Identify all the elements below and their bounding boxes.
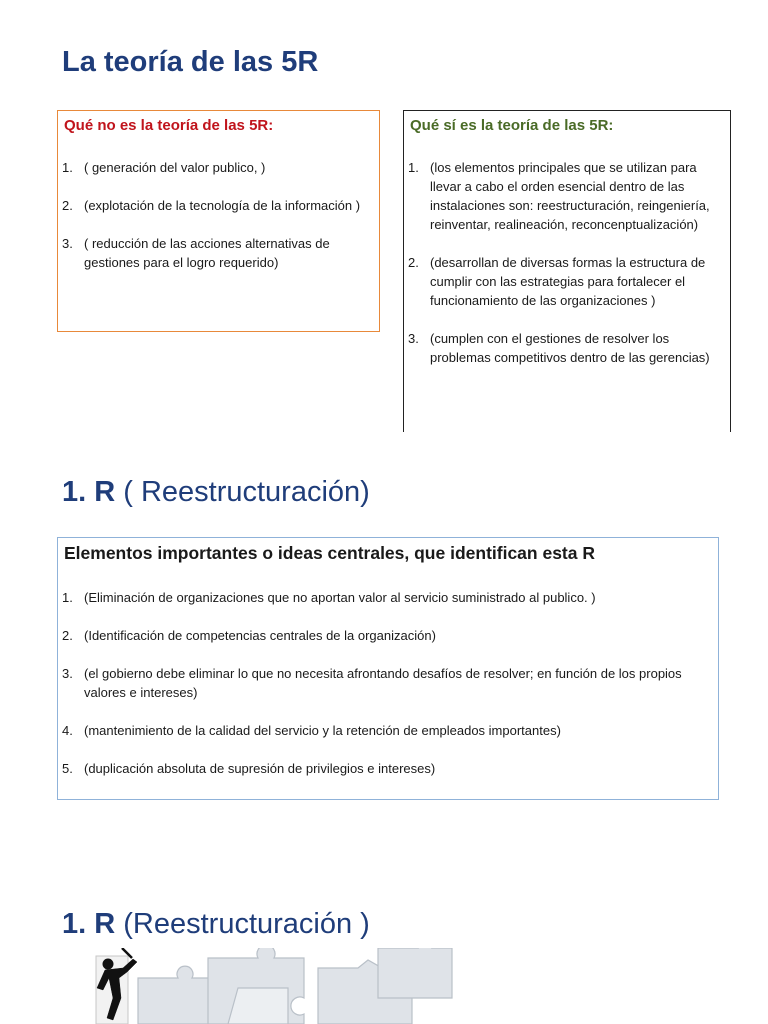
section-prefix: 1. R: [62, 908, 116, 940]
item-number: 3.: [62, 666, 73, 681]
item-number: 2.: [62, 198, 73, 213]
list-item: [404, 253, 726, 310]
item-number: 3.: [62, 236, 73, 251]
list-item: [58, 588, 714, 607]
item-number: 2.: [408, 255, 419, 270]
item-text: (Identificación de competencias centrales de la organización): [84, 628, 436, 643]
list-item: [58, 158, 372, 177]
item-number: 2.: [62, 628, 73, 643]
section-title: ( Reestructuración): [115, 476, 370, 508]
list-item: [58, 626, 714, 645]
item-text: (los elementos principales que se utilizan para llevar a cabo el orden esencial dentro de las instalaciones son: reestructuración, reingeniería, reinventar, realineación, reconcenptualización): [430, 160, 710, 232]
not-the-theory-list: [58, 158, 372, 291]
list-item: [58, 721, 714, 740]
item-text: (desarrollan de diversas formas la estructura de cumplir con las estrategias para fortalecer el funcionamiento de las organizaciones ): [430, 255, 706, 308]
list-item: [404, 158, 726, 234]
puzzle-illustration-svg: [78, 948, 458, 1024]
is-the-theory-list: [404, 158, 726, 386]
list-item: [404, 329, 726, 367]
item-text: (cumplen con el gestiones de resolver los problemas competitivos dentro de las gerencias): [430, 331, 710, 365]
section-heading-reestructuracion: [62, 476, 370, 509]
item-number: 1.: [62, 590, 73, 605]
item-text: (Eliminación de organizaciones que no aportan valor al servicio suministrado al publico. ): [84, 590, 596, 605]
key-elements-heading: Elementos importantes o ideas centrales, que identifican esta R: [64, 543, 595, 563]
section-title: (Reestructuración ): [115, 908, 370, 940]
section-heading-reestructuracion-2: [62, 908, 370, 941]
item-number: 5.: [62, 761, 73, 776]
list-item: [58, 234, 372, 272]
item-number: 3.: [408, 331, 419, 346]
item-text: ( generación del valor publico, ): [84, 160, 266, 175]
key-elements-list: [58, 588, 714, 797]
item-text: (mantenimiento de la calidad del servicio y la retención de empleados importantes): [84, 723, 561, 738]
list-item: [58, 664, 714, 702]
item-number: 1.: [408, 160, 419, 175]
item-text: (explotación de la tecnología de la información ): [84, 198, 361, 213]
item-text: (duplicación absoluta de supresión de privilegios e intereses): [84, 761, 436, 776]
item-number: 1.: [62, 160, 73, 175]
not-the-theory-heading: Qué no es la teoría de las 5R:: [64, 117, 274, 134]
puzzle-climber-illustration: [78, 948, 458, 1024]
list-item: [58, 759, 714, 778]
key-elements-box: [57, 537, 719, 800]
item-text: ( reducción de las acciones alternativas de gestiones para el logro requerido): [84, 236, 330, 270]
page-title: La teoría de las 5R: [62, 46, 319, 78]
item-text: (el gobierno debe eliminar lo que no necesita afrontando desafíos de resolver; en función de los propios valores e intereses): [84, 666, 682, 700]
is-the-theory-heading: Qué sí es la teoría de las 5R:: [410, 117, 614, 134]
item-number: 4.: [62, 723, 73, 738]
list-item: [58, 196, 372, 215]
is-the-theory-box: [403, 110, 731, 432]
not-the-theory-box: [57, 110, 380, 332]
section-prefix: 1. R: [62, 476, 116, 508]
